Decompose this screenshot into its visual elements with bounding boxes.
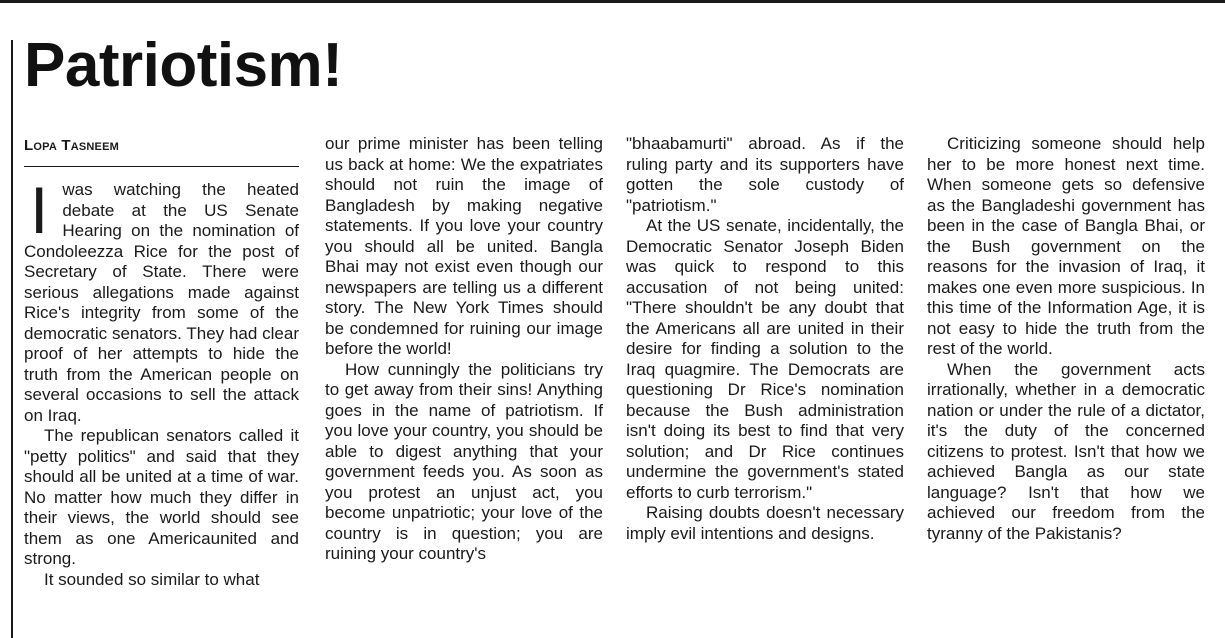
article-column-4: [927, 134, 1205, 634]
byline-divider: [24, 166, 299, 167]
paragraph-3-start: It sounded so similar to what: [44, 569, 260, 589]
paragraph-6: Raising doubts doesn't necessary imply evil intentions and designs.: [626, 503, 904, 543]
paragraph-5: At the US senate, incidentally, the Democratic Senator Joseph Biden was quick to respond to this accusation of not being united: "There shouldn't be any doubt that the Americans all are united in their desire for finding a solution to the Iraq quagmire. The Democrats are questioning Dr Rice's nomination because the Bush administration isn't doing its best to find that very solution; and Dr Rice continues undermine the government's stated efforts to curb terrorism.": [626, 216, 904, 502]
article-column-2: [325, 134, 603, 634]
paragraph-1: [24, 180, 299, 426]
paragraph-1-text: was watching the heated debate at the US Senate Hearing on the nomination of Condoleezza Rice for the post of Secretary of State. There were serious allegations made against Rice's integrity from some of the democratic senators. They had clear proof of her attempts to hide the truth from the American people on several occasions to sell the attack on Iraq.: [24, 180, 299, 425]
paragraph-8: When the government acts irrationally, whether in a democratic nation or under the rule of a dictator, it's the duty of the concerned citizens to protest. Isn't that how we achieved Bangla as our state language? Isn't that how we achieved our freedom from the tyranny of the Pakistanis?: [927, 359, 1205, 543]
paragraph-4-continued: "bhaabamurti" abroad. As if the ruling party and its supporters have gotten the sole custody of "patriotism.": [626, 134, 904, 215]
top-border-rule: [0, 0, 1225, 3]
paragraph-4: How cunningly the politicians try to get away from their sins! Anything goes in the name of patriotism. If you love your country, you should be able to digest anything that your government feeds you. As soon as you protest an unjust act, you become unpatriotic; your love of the country is in question; you are ruining your country's: [325, 359, 603, 563]
author-byline: Lopa Tasneem: [24, 137, 119, 154]
paragraph-3-continued: our prime minister has been telling us back at home: We the expatriates should not ruin the image of Bangladesh by making negative statements. If you love your country you should all be united. Bangla Bhai may not exist even though our newspapers are telling us a different story. The New York Times should be condemned for ruining our image before the world!: [325, 134, 603, 358]
article-column-3: [626, 134, 904, 634]
left-border-rule: [11, 40, 13, 638]
drop-cap: I: [30, 180, 49, 247]
paragraph-2: The republican senators called it "petty politics" and said that they should all be united at a time of war. No matter how much they differ in their views, the world should see them as one Americaunited and strong.: [24, 426, 299, 568]
paragraph-7: Criticizing someone should help her to be more honest next time. When someone gets so defensive as the Bangladeshi government has been in the case of Bangla Bhai, or the Bush government on the reasons for the invasion of Iraq, it makes one even more suspicious. In this time of the Information Age, it is not easy to hide the truth from the rest of the world.: [927, 134, 1205, 358]
article-column-1: [24, 180, 299, 636]
article-headline: Patriotism!: [24, 31, 343, 100]
